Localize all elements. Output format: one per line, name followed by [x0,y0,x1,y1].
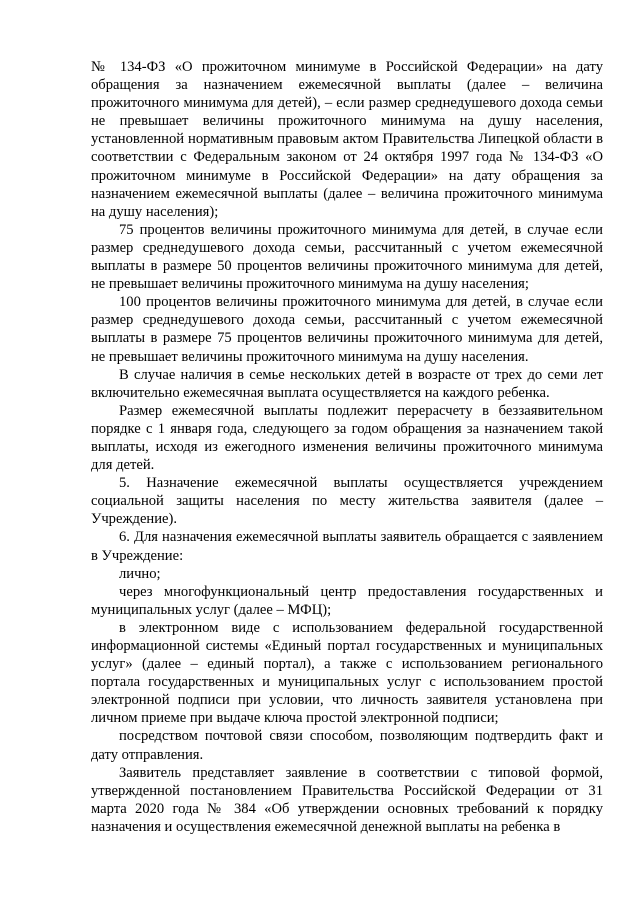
paragraph-100-percent: 100 процентов величины прожиточного минимума для детей, в случае если размер среднедушевого дохода семьи, рассчитанный с учетом ежемесячной выплаты в размере 75 процентов величины прожиточного минимума для детей, не превышает величины прожиточного минимума на душу населения. [91,294,603,365]
paragraph-in-person: лично; [119,565,161,582]
paragraph-item-5: 5. Назначение ежемесячной выплаты осуществляется учреждением социальной защиты населения по месту жительства заявителя (далее – Учреждение). [91,475,603,528]
paragraph-electronic: в электронном виде с использованием федеральной государственной информационной системы «Единый портал государственных и муниципальных услуг» (далее – единый портал), а также с использованием регионального портала государственных и муниципальных услуг с использованием простой электронной подписи при условии, что личность заявителя установлена при личном приеме при выдаче ключа простой электронной подписи; [91,619,603,727]
paragraph-continuation: № 134-ФЗ «О прожиточном минимуме в Российской Федерации» на дату обращения за назначением ежемесячной выплаты (далее – величина прожиточного минимума для детей), – если размер среднедушевого дохода семьи не превышает величины прожиточного минимума на душу населения, установленной нормативным правовым актом Правительства Липецкой области в соответствии с Федеральным законом от 24 октября 1997 года № 134-ФЗ «О прожиточном минимуме в Российской Федерации» на дату обращения за назначением ежемесячной выплаты (далее – величина прожиточного минимума на душу населения); [91,59,603,220]
paragraph-several-children: В случае наличия в семье нескольких детей в возрасте от трех до семи лет включительно ежемесячная выплата осуществляется на каждого ребенка. [91,366,603,401]
paragraph-mfc: через многофункциональный центр предоставления государственных и муниципальных услуг (далее – МФЦ); [91,583,603,618]
paragraph-item-6: 6. Для назначения ежемесячной выплаты заявитель обращается с заявлением в Учреждение: [91,529,603,564]
paragraph-75-percent: 75 процентов величины прожиточного минимума для детей, в случае если размер среднедушевого дохода семьи, рассчитанный с учетом ежемесячной выплаты в размере 50 процентов величины прожиточного минимума для детей, не превышает величины прожиточного минимума на душу населения; [91,221,603,293]
paragraph-postal: посредством почтовой связи способом, позволяющим подтвердить факт и дату отправления. [91,728,603,763]
paragraph-recalculation: Размер ежемесячной выплаты подлежит перерасчету в беззаявительном порядке с 1 января года, следующего за годом обращения за назначением такой выплаты, исходя из ежегодного изменения величины прожиточного минимума для детей. [91,402,603,474]
paragraph-application-form: Заявитель представляет заявление в соответствии с типовой формой, утвержденной постановлением Правительства Российской Федерации от 31 марта 2020 года № 384 «Об утверждении основных требований к порядку назначения и осуществления ежемесячной денежной выплаты на ребенка в [91,764,603,835]
document-page [91,58,603,836]
